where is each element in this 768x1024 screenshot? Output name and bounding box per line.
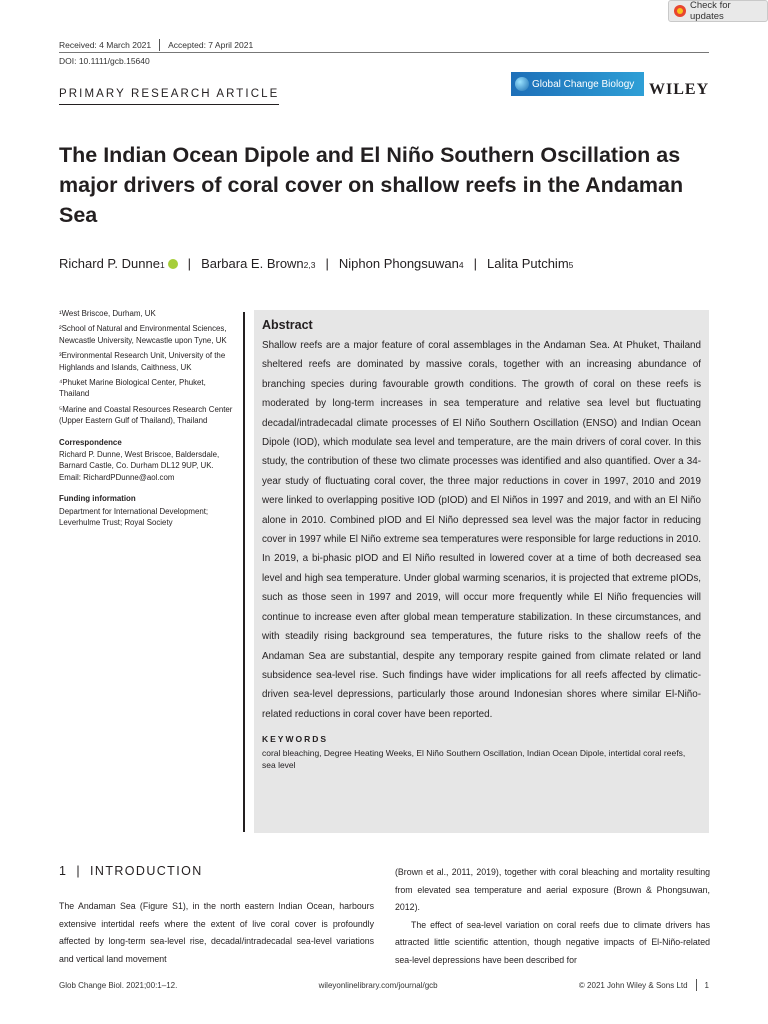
funding-information (59, 493, 235, 528)
check-for-updates-button[interactable] (668, 0, 768, 22)
author-separator: | (473, 256, 477, 271)
orcid-icon[interactable] (168, 259, 178, 269)
section-number: 1 (59, 864, 68, 878)
abstract-heading: Abstract (262, 318, 313, 332)
divider (159, 39, 160, 51)
abstract-panel (254, 310, 709, 833)
affiliation-item: ³Environmental Research Unit, University of the Highlands and Islands, Caithness, UK (59, 351, 226, 372)
author-affiliation-ref: 2,3 (303, 260, 316, 270)
correspondence-address: Richard P. Dunne, West Briscoe, Baldersdale, Barnard Castle, Co. Durham DL12 9UP, UK. (59, 450, 220, 471)
keywords-list: coral bleaching, Degree Heating Weeks, El Niño Southern Oscillation, Indian Ocean Dipole, intertidal coral reefs, sea level (262, 748, 686, 771)
body-column-right (395, 864, 710, 970)
author-name[interactable]: Richard P. Dunne (59, 256, 160, 271)
article-title: The Indian Ocean Dipole and El Niño Southern Oscillation as major drivers of coral cover on shallow reefs in the Andaman Sea (59, 143, 684, 227)
doi[interactable]: DOI: 10.1111/gcb.15640 (59, 56, 150, 66)
divider (696, 979, 697, 991)
author-name[interactable]: Barbara E. Brown (201, 256, 304, 271)
affiliation-item: ¹West Briscoe, Durham, UK (59, 309, 156, 318)
author-name[interactable]: Lalita Putchim (487, 256, 569, 271)
body-paragraph: The Andaman Sea (Figure S1), in the north eastern Indian Ocean, harbours extensive intertidal reefs where the extent of live coral cover is profoundly affected by long-term sea-level rise, decadal/intradecadal sea-level variations and vertical land movement (59, 901, 374, 964)
author-separator: | (325, 256, 329, 271)
body-paragraph: The effect of sea-level variation on coral reefs due to climate drivers has attracted little scientific attention, though negative impacts of El-Niño-related sea-level depressions have been described for (395, 919, 710, 965)
affiliation-item: ²School of Natural and Environmental Sciences, Newcastle University, Newcastle upon Tyne, UK (59, 324, 227, 345)
received-date: Received: 4 March 2021 (59, 40, 152, 50)
affiliation-list (59, 308, 235, 427)
page-footer (59, 979, 709, 991)
journal-name: Global Change Biology (532, 78, 635, 90)
page-number: 1 (704, 980, 709, 990)
footer-copyright: © 2021 John Wiley & Sons Ltd (578, 980, 688, 990)
footer-url[interactable]: wileyonlinelibrary.com/journal/gcb (318, 980, 438, 990)
correspondence (59, 437, 235, 484)
footer-right (579, 979, 709, 991)
abstract-text: Shallow reefs are a major feature of coral assemblages in the Andaman Sea. At Phuket, Thailand sheltered reefs are dominated by massive corals, together with an increasing abundance of branching species during favourable growth conditions. The growth of coral on these reefs is moderated by long-term increases in sea temperature and relative sea level but fluctuating decadal/intradecadal climate processes of El Niño Southern Oscillation (ENSO) and Indian Ocean Dipole (IOD), which modulate sea level and temperature, are the main drivers of coral cover. In this study, the contribution of these two climate processes was identified and also quantified. Over a 34-year study of fluctuating coral cover, the three major reductions in cover in 1997, 2010 and 2019 were linked to overlapping positive IOD (pIOD) and El Niños in 1997 and 2019, and with an El Niño alone in 2010. Combined pIOD and El Niño depressed sea level was the major factor in reducing cover in 1997 while El Niño extreme sea temperatures were responsible for large reductions in 2010. In 2019, a bi-phasic pIOD and El Niño resulted in lowered cover at a time of both decreased sea level and high sea temperature. Under global warming scenarios, it is projected that extreme pIODs, such as those seen in 1997 and 2019, will occur more frequently while El Niño frequencies will continue to increase even after global mean temperature stabilization. In these circumstances, and with steadily rising background sea temperatures, the future risks to the shallow reefs of the Andaman Sea are substantial, despite any temporary respite gained from climate related or land subsidence sea-level rise. Such findings have wider implications for all reefs affected by climatic-driven sea-level depressions, particularly those around Indonesian shores where similar El-Niño-related reductions in coral cover have been reported. (262, 340, 701, 720)
keywords-heading: KEYWORDS (262, 734, 329, 745)
footer-citation: Glob Change Biol. 2021;00:1–12. (59, 980, 178, 990)
author-name[interactable]: Niphon Phongsuwan (338, 256, 459, 271)
funding-heading: Funding information (59, 494, 136, 504)
affiliations-sidebar (59, 308, 235, 539)
author-list (59, 256, 573, 271)
correspondence-heading: Correspondence (59, 437, 122, 447)
crossmark-icon (674, 5, 686, 17)
header-rule (59, 52, 709, 53)
article-type: PRIMARY RESEARCH ARTICLE (59, 88, 279, 105)
check-for-updates-label: Check for updates (690, 0, 731, 22)
affiliation-item: ⁴Phuket Marine Biological Center, Phuket, Thailand (59, 378, 206, 399)
section-heading (59, 864, 203, 878)
section-title: INTRODUCTION (90, 864, 203, 878)
funding-text: Department for International Development; Leverhulme Trust; Royal Society (59, 506, 209, 528)
article-dates (59, 39, 253, 51)
author-separator: | (187, 256, 192, 271)
body-paragraph: (Brown et al., 2011, 2019), together with coral bleaching and mortality resulting from elevated sea temperature and aerial exposure (Brown & Phongsuwan, 2012). (395, 867, 710, 913)
accepted-date: Accepted: 7 April 2021 (168, 40, 254, 50)
author-affiliation-ref: 4 (458, 260, 464, 270)
section-separator: | (76, 864, 82, 878)
body-column-left (59, 898, 374, 968)
author-affiliation-ref: 1 (159, 260, 165, 270)
journal-logo (511, 72, 644, 96)
sidebar-divider (243, 312, 245, 832)
globe-icon (515, 77, 529, 91)
publisher-logo: WILEY (649, 81, 710, 98)
affiliation-item: ⁵Marine and Coastal Resources Research Center (Upper Eastern Gulf of Thailand), Thailand (59, 404, 233, 426)
author-affiliation-ref: 5 (568, 260, 574, 270)
correspondence-email[interactable]: Email: RichardPDunne@aol.com (59, 472, 175, 482)
